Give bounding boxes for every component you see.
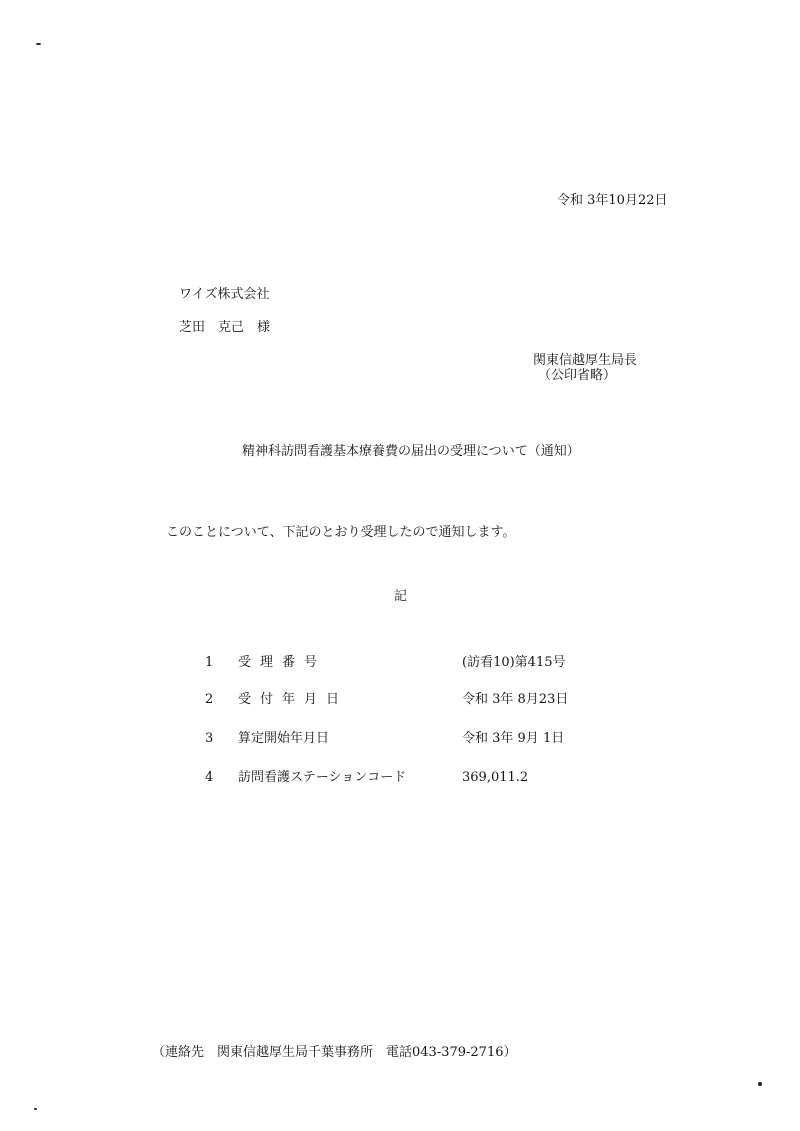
sender-seal-note: （公印省略）: [538, 368, 617, 383]
recipient-person: 芝田 克己 様: [179, 320, 271, 335]
item-label: 算定開始年月日: [238, 731, 330, 746]
scan-speck: [34, 1108, 37, 1110]
contact-info: （連絡先 関東信越厚生局千葉事務所 電話043-379-2716）: [152, 1045, 517, 1060]
item-label: 受理番号: [238, 655, 327, 670]
recipient-company: ワイズ株式会社: [179, 287, 270, 302]
document-subject: 精神科訪問看護基本療養費の届出の受理について（通知）: [242, 444, 580, 459]
item-value: (訪看10)第415号: [462, 655, 566, 670]
document-date: 令和 3年10月22日: [557, 193, 668, 208]
document-body: このことについて、下記のとおり受理したので通知します。: [166, 525, 516, 540]
item-number: 1: [205, 655, 214, 670]
item-number: 4: [205, 770, 214, 785]
item-value: 369,011.2: [462, 770, 529, 785]
item-number: 2: [205, 692, 214, 707]
item-label: 受付年月日: [238, 692, 349, 707]
item-number: 3: [205, 731, 214, 746]
item-label: 訪問看護ステーションコード: [238, 770, 407, 785]
item-value: 令和 3年 9月 1日: [462, 731, 565, 746]
scan-speck: [758, 1082, 762, 1086]
sender-title: 関東信越厚生局長: [533, 353, 638, 368]
scan-speck: [36, 43, 41, 45]
ki-heading: 記: [394, 589, 408, 604]
item-value: 令和 3年 8月23日: [462, 692, 569, 707]
